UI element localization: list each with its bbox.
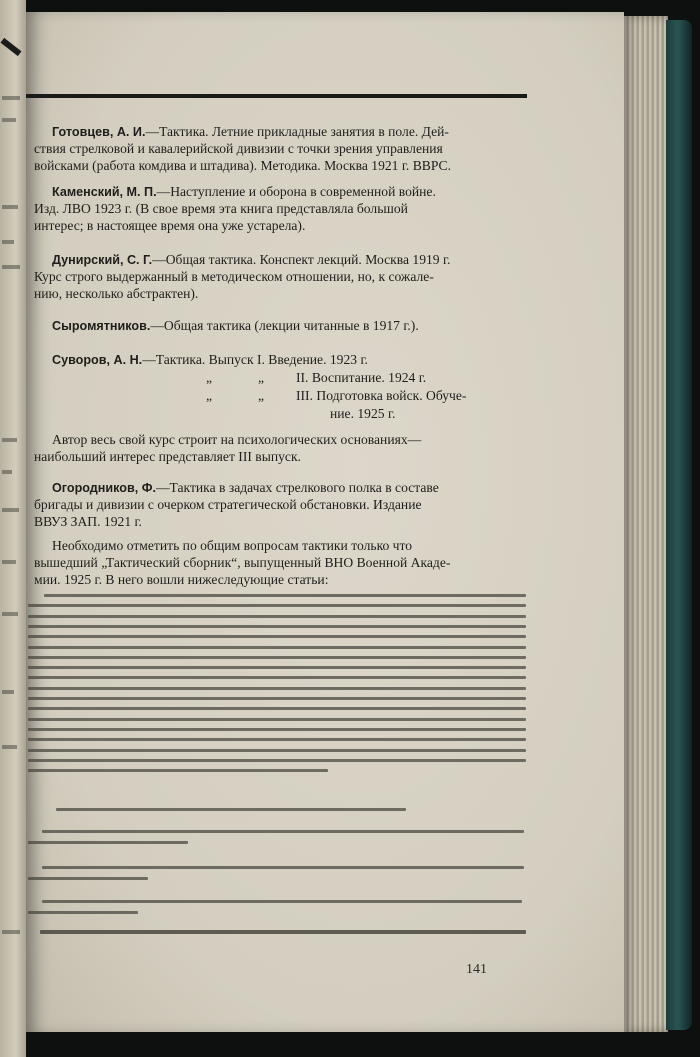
entry-author: Огородников, Ф. <box>52 481 156 495</box>
entry-text: —Общая тактика (лекции читанные в 1917 г.). <box>150 318 419 333</box>
entry-text: —Тактика в задачах стрелкового полка в составе <box>155 480 439 495</box>
ditto-mark: „ <box>258 370 265 385</box>
entry-line <box>52 124 449 140</box>
ditto-mark: „ <box>206 370 213 385</box>
entry-line: войсками (работа комдива и штадива). Методика. Москва 1921 г. ВВРС. <box>34 158 452 173</box>
entry-line: мии. 1925 г. В него вошли нижеследующие статьи: <box>34 572 329 587</box>
small-print-line <box>42 830 524 833</box>
entry-line: Курс строго выдержанный в методическом отношении, но, к сожале- <box>34 269 434 284</box>
small-print-line <box>28 728 526 731</box>
ditto-mark: „ <box>258 388 265 403</box>
small-print-line <box>28 738 526 741</box>
entry-line <box>52 480 439 496</box>
entry-line <box>52 252 450 268</box>
header-rule <box>381 94 527 98</box>
small-print-line <box>44 594 526 597</box>
entry-line <box>52 318 419 334</box>
entry-line: наибольший интерес представляет III выпуск. <box>34 449 301 464</box>
small-print-line <box>28 615 526 618</box>
small-print-line <box>28 635 526 638</box>
entry-author: Суворов, А. Н. <box>52 353 143 367</box>
entry-line: II. Воспитание. 1924 г. <box>296 370 427 385</box>
entry-author: Дунирский, С. Г. <box>52 253 153 267</box>
book-cover <box>666 20 692 1030</box>
entry-line: III. Подготовка войск. Обуче- <box>296 388 467 403</box>
entry-author: Сыромятников. <box>52 319 151 333</box>
small-print-line <box>28 769 328 772</box>
small-print-line <box>28 841 188 844</box>
small-print-line <box>28 646 526 649</box>
small-print-line <box>28 877 148 880</box>
adjacent-page-edge <box>0 0 26 1057</box>
page-number: 141 <box>466 962 487 977</box>
entry-line: ние. 1925 г. <box>330 406 396 421</box>
entry-line: Автор весь свой курс строит на психологических основаниях— <box>52 432 422 447</box>
small-print-line <box>28 718 526 721</box>
small-print-line <box>28 759 526 762</box>
entry-text: —Общая тактика. Конспект лекций. Москва 1919 г. <box>152 252 451 267</box>
entry-line <box>52 352 368 368</box>
small-print-line <box>28 666 526 669</box>
small-print-line <box>28 749 526 752</box>
entry-text: —Наступление и оборона в современной войне. <box>156 184 436 199</box>
small-print-line <box>28 911 138 914</box>
small-print-line <box>28 687 526 690</box>
header-rule <box>26 94 381 98</box>
small-print-line <box>28 625 526 628</box>
ditto-mark: „ <box>206 388 213 403</box>
small-print-line <box>42 866 524 869</box>
entry-text: —Тактика. Летние прикладные занятия в поле. Дей- <box>145 124 449 139</box>
entry-line: бригады и дивизии с очерком стратегической обстановки. Издание <box>34 497 422 512</box>
entry-line: ВВУЗ ЗАП. 1921 г. <box>34 514 142 529</box>
entry-line: нию, несколько абстрактен). <box>34 286 199 301</box>
small-print-line <box>40 930 526 934</box>
entry-text: —Тактика. Выпуск I. Введение. 1923 г. <box>142 352 368 367</box>
small-print-line <box>28 656 526 659</box>
entry-line <box>52 184 436 200</box>
small-print-line <box>28 676 526 679</box>
book-page-edges <box>622 16 668 1032</box>
entry-line: Изд. ЛВО 1923 г. (В свое время эта книга представляла большой <box>34 201 408 216</box>
entry-line: Необходимо отметить по общим вопросам тактики только что <box>52 538 413 553</box>
small-print-line <box>56 808 406 811</box>
entry-author: Готовцев, А. И. <box>52 125 146 139</box>
small-print-line <box>28 707 526 710</box>
entry-line: ствия стрелковой и кавалерийской дивизии с точки зрения управления <box>34 141 443 156</box>
small-print-line <box>28 697 526 700</box>
entry-author: Каменский, М. П. <box>52 185 157 199</box>
small-print-line <box>42 900 522 903</box>
entry-line: вышедший „Тактический сборник“, выпущенный ВНО Военной Акаде- <box>34 555 451 570</box>
entry-line: интерес; в настоящее время она уже устарела). <box>34 218 306 233</box>
small-print-line <box>28 604 526 607</box>
book-page <box>26 12 624 1032</box>
